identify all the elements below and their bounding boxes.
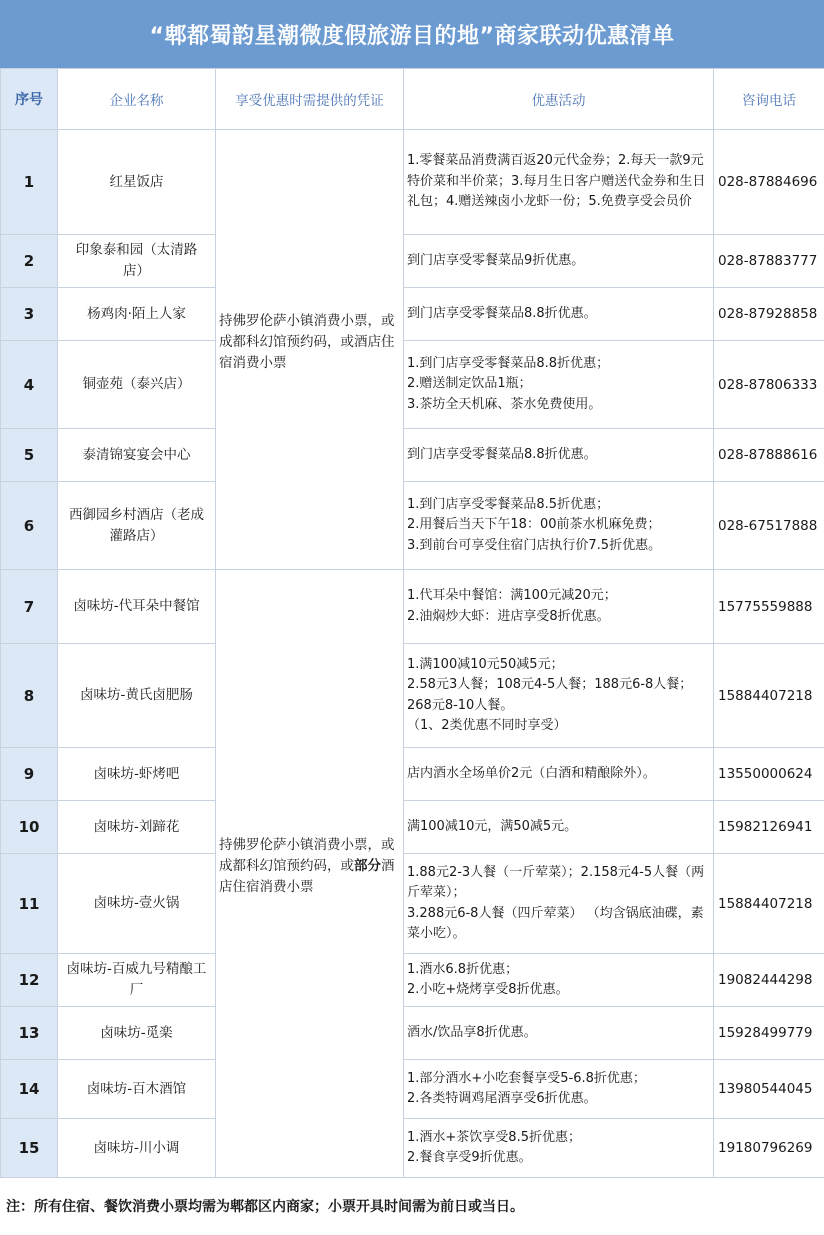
promo-line: 到门店享受零餐菜品8.8折优惠。 — [407, 446, 597, 462]
promo-line: 2.各类特调鸡尾酒享受6折优惠。 — [407, 1091, 597, 1106]
company-name: 印象泰和园（太清路店） — [58, 235, 216, 288]
header-phone: 咨询电话 — [714, 69, 824, 130]
row-no: 4 — [1, 341, 58, 429]
promo-line: 1.酒水+茶饮享受8.5折优惠； — [407, 1129, 581, 1145]
company-name: 铜壶苑（泰兴店） — [58, 341, 216, 429]
promo-cell — [404, 235, 714, 288]
promo-line: 1.部分酒水+小吃套餐享受5-6.8折优惠； — [407, 1070, 646, 1086]
promo-cell — [404, 341, 714, 429]
row-no: 3 — [1, 288, 58, 341]
discount-table — [0, 68, 824, 1178]
row-no: 12 — [1, 954, 58, 1007]
promo-cell — [404, 130, 714, 235]
table-row — [1, 130, 824, 235]
footnote: 注：所有住宿、餐饮消费小票均需为郫都区内商家；小票开具时间需为前日或当日。 — [6, 1198, 524, 1215]
table-row — [1, 235, 824, 288]
phone-number: 028-67517888 — [714, 482, 824, 570]
promo-line: （1、2类优惠不同时享受） — [407, 718, 567, 733]
table-row — [1, 482, 824, 570]
promo-cell — [404, 954, 714, 1007]
promo-line: 1.满100减10元50减5元； — [407, 656, 564, 672]
company-name: 卤味坊-代耳朵中餐馆 — [58, 570, 216, 644]
promo-line: 到门店享受零餐菜品8.8折优惠。 — [407, 305, 597, 321]
promo-cell — [404, 482, 714, 570]
page-title: “郫都蜀韵星潮微度假旅游目的地”商家联动优惠清单 — [0, 0, 824, 68]
promo-cell — [404, 1007, 714, 1060]
company-name: 卤味坊-黄氏卤肥肠 — [58, 644, 216, 748]
phone-number: 13550000624 — [714, 748, 824, 801]
promo-cell — [404, 570, 714, 644]
row-no: 15 — [1, 1119, 58, 1178]
row-no: 5 — [1, 429, 58, 482]
phone-number: 19180796269 — [714, 1119, 824, 1178]
promo-line: 满100减10元，满50减5元。 — [407, 818, 578, 834]
company-name: 卤味坊-虾烤吧 — [58, 748, 216, 801]
promo-line: 1.88元2-3人餐（一斤荤菜）；2.158元4-5人餐（两斤荤菜）； — [407, 864, 705, 900]
promo-line: 3.茶坊全天机麻、茶水免费使用。 — [407, 396, 602, 412]
promo-line: 2.油焖炒大虾：进店享受8折优惠。 — [407, 608, 610, 624]
row-no: 14 — [1, 1060, 58, 1119]
company-name: 红星饭店 — [58, 130, 216, 235]
header-no: 序号 — [1, 69, 58, 130]
credential-text-part: 酒店住宿消费小票 — [219, 858, 395, 895]
promo-line: 到门店享受零餐菜品9折优惠。 — [407, 252, 585, 268]
header-promo: 优惠活动 — [404, 69, 714, 130]
header-name: 企业名称 — [58, 69, 216, 130]
row-no: 7 — [1, 570, 58, 644]
table-row — [1, 1060, 824, 1119]
promo-cell — [404, 748, 714, 801]
credential-text-part: 持佛罗伦萨小镇消费小票，或成都科幻馆预约码，或 — [219, 837, 395, 874]
table-row — [1, 288, 824, 341]
promo-line: 1.代耳朵中餐馆：满100元减20元； — [407, 588, 617, 603]
table-row — [1, 1119, 824, 1178]
table-row — [1, 429, 824, 482]
credential-text: 持佛罗伦萨小镇消费小票，或成都科幻馆预约码，或酒店住宿消费小票 — [219, 313, 395, 371]
phone-number: 028-87928858 — [714, 288, 824, 341]
company-name: 卤味坊-觅楽 — [58, 1007, 216, 1060]
promo-cell — [404, 429, 714, 482]
company-name: 泰清锦宴宴会中心 — [58, 429, 216, 482]
credential-text-emphasis: 部分 — [354, 858, 381, 874]
phone-number: 15982126941 — [714, 801, 824, 854]
table-row — [1, 854, 824, 954]
promo-line: 1.到门店享受零餐菜品8.8折优惠； — [407, 355, 610, 371]
promo-line: 2.58元3人餐；108元4-5人餐；188元6-8人餐；268元8-10人餐。 — [407, 677, 693, 713]
company-name: 卤味坊-川小调 — [58, 1119, 216, 1178]
company-name: 西御园乡村酒店（老成灌路店） — [58, 482, 216, 570]
company-name: 卤味坊-百威九号精酿工厂 — [58, 954, 216, 1007]
credential-cell — [216, 570, 404, 1178]
promo-line: 3.288元6-8人餐（四斤荤菜） （均含锅底油碟，素菜小吃）。 — [407, 905, 704, 941]
table-row — [1, 570, 824, 644]
promo-cell — [404, 1060, 714, 1119]
row-no: 11 — [1, 854, 58, 954]
phone-number: 19082444298 — [714, 954, 824, 1007]
row-no: 6 — [1, 482, 58, 570]
company-name: 杨鸡肉·陌上人家 — [58, 288, 216, 341]
promo-line: 2.用餐后当天下午18：00前茶水机麻免费； — [407, 517, 661, 533]
row-no: 8 — [1, 644, 58, 748]
promo-line: 1.零餐菜品消费满百返20元代金券；2.每天一款9元特价菜和半价菜；3.每月生日客户赠送代金券和生日礼包；4.赠送辣卤小龙虾一份；5.免费享受会员价 — [407, 153, 706, 210]
row-no: 2 — [1, 235, 58, 288]
promo-line: 酒水/饮品享8折优惠。 — [407, 1024, 537, 1040]
promo-line: 2.赠送制定饮品1瓶； — [407, 376, 532, 392]
table-row — [1, 1007, 824, 1060]
table-row — [1, 748, 824, 801]
promo-line: 店内酒水全场单价2元（白酒和精酿除外）。 — [407, 765, 656, 781]
header-credential: 享受优惠时需提供的凭证 — [216, 69, 404, 130]
phone-number: 15884407218 — [714, 644, 824, 748]
phone-number: 13980544045 — [714, 1060, 824, 1119]
promo-line: 2.小吃+烧烤享受8折优惠。 — [407, 982, 569, 997]
phone-number: 028-87883777 — [714, 235, 824, 288]
row-no: 13 — [1, 1007, 58, 1060]
table-row — [1, 341, 824, 429]
promo-cell — [404, 644, 714, 748]
table-row — [1, 954, 824, 1007]
phone-number: 028-87888616 — [714, 429, 824, 482]
promo-cell — [404, 288, 714, 341]
promo-cell — [404, 1119, 714, 1178]
row-no: 10 — [1, 801, 58, 854]
row-no: 9 — [1, 748, 58, 801]
table-header-row — [1, 69, 824, 130]
phone-number: 15775559888 — [714, 570, 824, 644]
row-no: 1 — [1, 130, 58, 235]
promo-cell — [404, 854, 714, 954]
company-name: 卤味坊-刘蹄花 — [58, 801, 216, 854]
phone-number: 15928499779 — [714, 1007, 824, 1060]
company-name: 卤味坊-壹火锅 — [58, 854, 216, 954]
credential-text — [219, 835, 399, 898]
promo-cell — [404, 801, 714, 854]
phone-number: 028-87884696 — [714, 130, 824, 235]
promo-line: 2.餐食享受9折优惠。 — [407, 1150, 532, 1165]
promo-line: 3.到前台可享受住宿门店执行价7.5折优惠。 — [407, 537, 662, 553]
promo-line: 1.酒水6.8折优惠； — [407, 961, 519, 977]
promo-line: 1.到门店享受零餐菜品8.5折优惠； — [407, 496, 610, 512]
company-name: 卤味坊-百木酒馆 — [58, 1060, 216, 1119]
phone-number: 028-87806333 — [714, 341, 824, 429]
table-row — [1, 644, 824, 748]
phone-number: 15884407218 — [714, 854, 824, 954]
table-row — [1, 801, 824, 854]
credential-cell — [216, 130, 404, 570]
